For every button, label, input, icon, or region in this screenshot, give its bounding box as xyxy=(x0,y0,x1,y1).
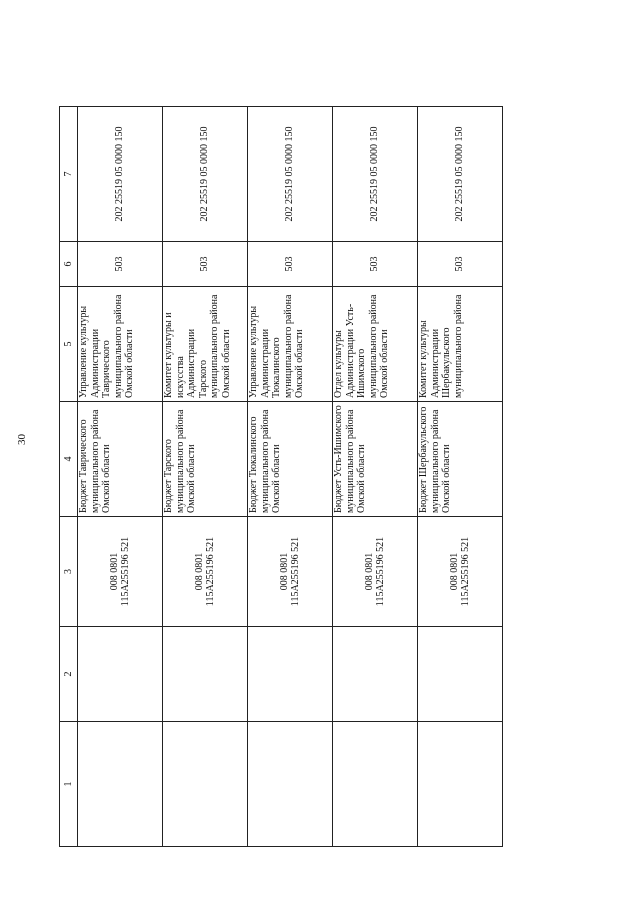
cell-administrator: Отдел культуры Администрации Усть-Ишимского муниципального района Омской области xyxy=(333,287,418,402)
kbk-line2: 115A255196 521 xyxy=(290,536,301,607)
cell-administrator: Комитет культуры и искусства Администрации Тарского муниципального района Омской области xyxy=(163,287,248,402)
cell-kbk xyxy=(418,517,503,627)
rotated-table-wrapper xyxy=(59,107,502,847)
header-cell-1: 1 xyxy=(60,722,78,847)
header-cell-6: 6 xyxy=(60,242,78,287)
cell-administrator: Управление культуры Администрации Тюкалинского муниципального района Омской области xyxy=(248,287,333,402)
cell-col2 xyxy=(418,627,503,722)
kbk-line1: 008 0801 xyxy=(108,552,120,591)
table-row xyxy=(418,107,503,847)
cell-kbk xyxy=(333,517,418,627)
cell-budget: Бюджет Тарского муниципального района Омской области xyxy=(163,402,248,517)
cell-administrator: Комитет культуры Администрации Шербакульского муниципального района xyxy=(418,287,503,402)
cell-code: 503 xyxy=(248,242,333,287)
kbk-line2: 115A255196 521 xyxy=(375,536,386,607)
budget-table xyxy=(59,106,503,847)
cell-revenue-code: 202 25519 05 0000 150 xyxy=(333,107,418,242)
cell-col2 xyxy=(333,627,418,722)
cell-kbk xyxy=(248,517,333,627)
cell-revenue-code: 202 25519 05 0000 150 xyxy=(163,107,248,242)
cell-kbk xyxy=(163,517,248,627)
table-row xyxy=(248,107,333,847)
cell-budget: Бюджет Тюкалинского муниципального района Омской области xyxy=(248,402,333,517)
cell-budget: Бюджет Таврического муниципального района Омской области xyxy=(78,402,163,517)
cell-budget: Бюджет Усть-Ишимского муниципального района Омской области xyxy=(333,402,418,517)
header-cell-7: 7 xyxy=(60,107,78,242)
cell-col1 xyxy=(163,722,248,847)
kbk-line1: 008 0801 xyxy=(448,552,460,591)
header-cell-5: 5 xyxy=(60,287,78,402)
cell-revenue-code: 202 25519 05 0000 150 xyxy=(78,107,163,242)
cell-code: 503 xyxy=(418,242,503,287)
table-row xyxy=(333,107,418,847)
kbk-line1: 008 0801 xyxy=(193,552,205,591)
header-cell-4: 4 xyxy=(60,402,78,517)
kbk-line2: 115A255196 521 xyxy=(120,536,131,607)
cell-col1 xyxy=(418,722,503,847)
cell-col2 xyxy=(248,627,333,722)
cell-revenue-code: 202 25519 05 0000 150 xyxy=(248,107,333,242)
header-row xyxy=(60,107,78,847)
cell-code: 503 xyxy=(333,242,418,287)
cell-code: 503 xyxy=(78,242,163,287)
kbk-line2: 115A255196 521 xyxy=(205,536,216,607)
cell-col2 xyxy=(163,627,248,722)
cell-kbk xyxy=(78,517,163,627)
cell-budget: Бюджет Шербакульского муниципального района Омской области xyxy=(418,402,503,517)
cell-administrator: Управление культуры Администрации Таврического муниципального района Омской области xyxy=(78,287,163,402)
header-cell-2: 2 xyxy=(60,627,78,722)
header-cell-3: 3 xyxy=(60,517,78,627)
cell-col1 xyxy=(78,722,163,847)
cell-col1 xyxy=(248,722,333,847)
cell-code: 503 xyxy=(163,242,248,287)
cell-revenue-code: 202 25519 05 0000 150 xyxy=(418,107,503,242)
kbk-line1: 008 0801 xyxy=(278,552,290,591)
cell-col2 xyxy=(78,627,163,722)
kbk-line2: 115A255196 521 xyxy=(460,536,471,607)
cell-col1 xyxy=(333,722,418,847)
table-row xyxy=(163,107,248,847)
table-row xyxy=(78,107,163,847)
page-number: 30 xyxy=(16,434,28,445)
kbk-line1: 008 0801 xyxy=(363,552,375,591)
